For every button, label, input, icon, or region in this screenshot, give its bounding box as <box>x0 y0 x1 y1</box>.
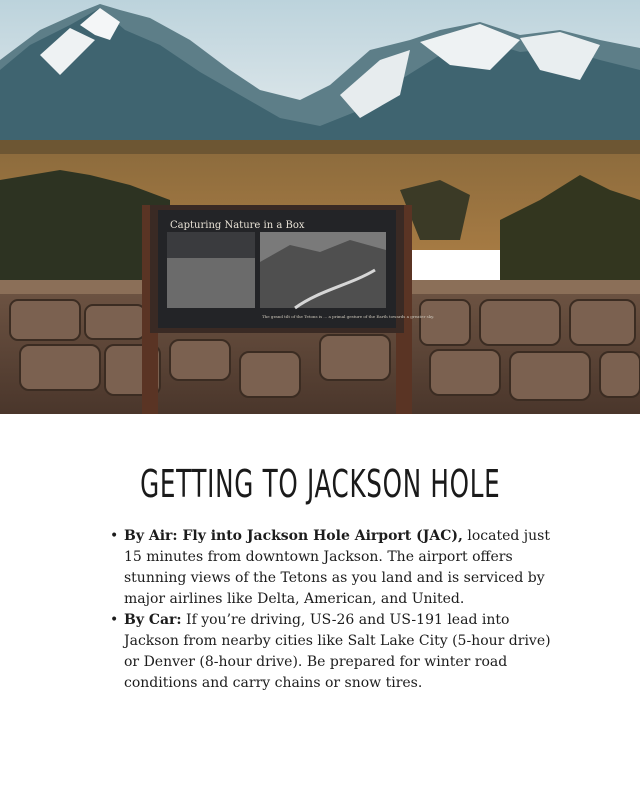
list-item-by-car <box>124 610 554 694</box>
travel-options-list <box>124 526 554 694</box>
page-heading <box>0 462 640 506</box>
by-car-label: By Car: <box>124 612 182 628</box>
sign-title: Capturing Nature in a Box <box>170 220 305 231</box>
by-car-text: If you’re driving, US-26 and US-191 lead into Jackson from nearby cities like Salt Lake City (5-hour drive) or Denver (8-hour drive). Be prepared for winter road conditions and carry chains or snow tires. <box>124 612 551 691</box>
list-item-by-air <box>124 526 554 610</box>
by-air-text: located just 15 minutes from downtown Jackson. The airport offers stunning views of the Tetons as you land and is serviced by major airlines like Delta, American, and United. <box>124 528 550 607</box>
sign-caption: The grand tilt of the Tetons is ... a primal gesture of the Earth towards a greater sky. <box>262 314 435 319</box>
content-section <box>0 414 640 800</box>
page-heading-text: GETTING TO JACKSON HOLE <box>139 462 501 506</box>
by-air-label: By Air: Fly into Jackson Hole Airport (JAC), <box>124 528 463 544</box>
